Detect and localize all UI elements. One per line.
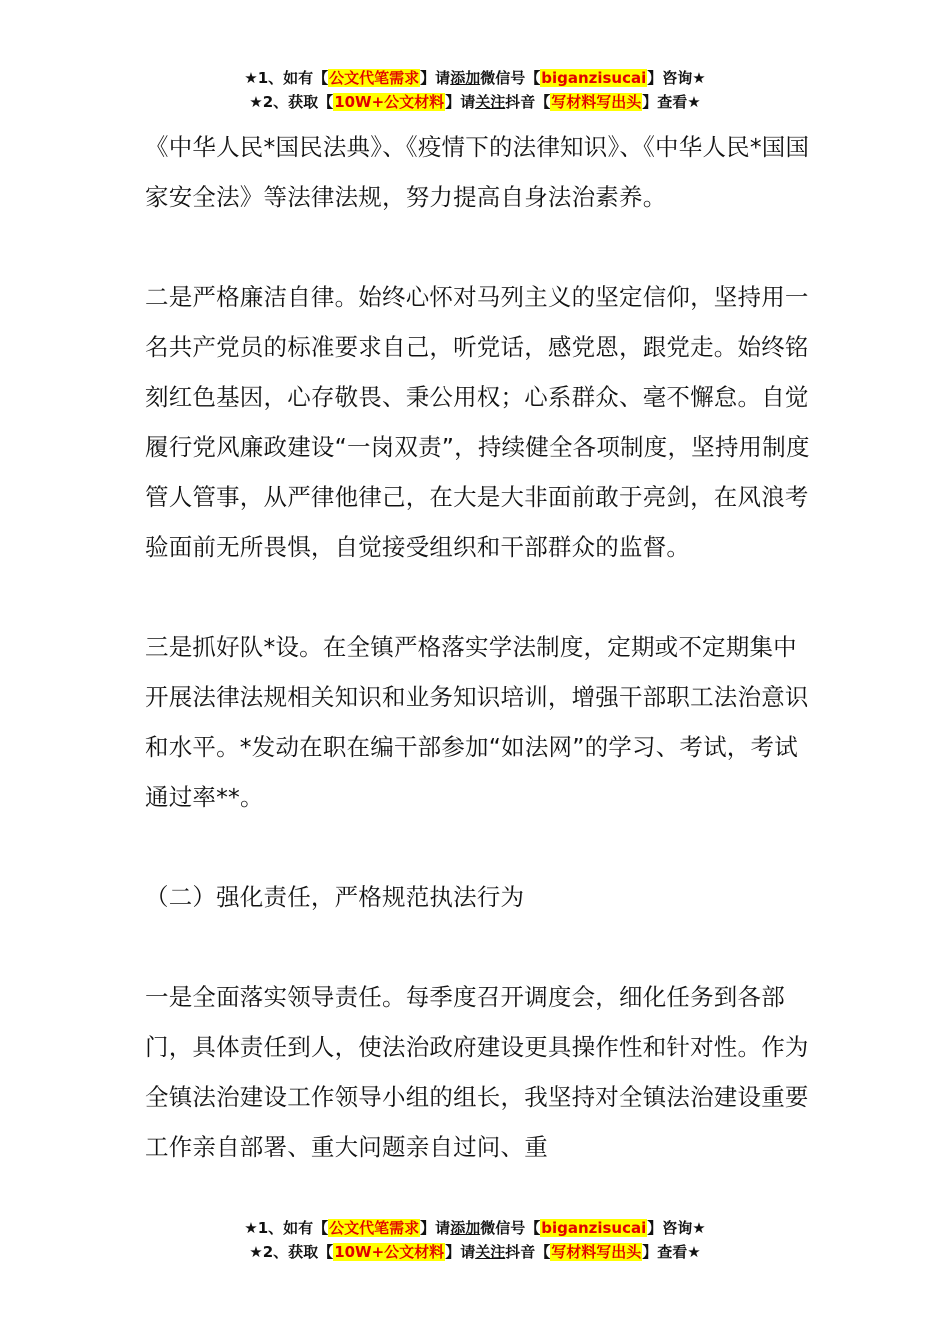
highlight-materials: 10W+公文材料 [334, 1243, 445, 1261]
banner-text: 微信号【 [480, 69, 541, 87]
banner-line-1 [0, 1216, 950, 1240]
banner-text: 2、获取【 [262, 1243, 334, 1261]
banner-text: 1、如有【 [257, 1219, 329, 1237]
banner-text: 】查看★ [642, 93, 701, 111]
banner-underlined: 添加 [450, 69, 481, 87]
star-icon: ★ [249, 1243, 263, 1261]
banner-underlined: 关注 [475, 93, 506, 111]
highlight-service: 公文代笔需求 [329, 1219, 420, 1237]
banner-text: 微信号【 [480, 1219, 541, 1237]
banner-underlined: 添加 [450, 1219, 481, 1237]
banner-line-1 [0, 66, 950, 90]
highlight-service: 公文代笔需求 [329, 69, 420, 87]
document-body [145, 122, 810, 1172]
banner-text: 抖音【 [505, 93, 551, 111]
banner-line-2 [0, 90, 950, 114]
star-icon: ★ [249, 93, 263, 111]
paragraph: 二是严格廉洁自律。始终心怀对马列主义的坚定信仰，坚持用一名共产党员的标准要求自己，听党话，感党恩，跟党走。始终铭刻红色基因，心存敬畏、秉公用权；心系群众、毫不懈怠。自觉履行党风廉政建设“一岗双责”，持续健全各项制度，坚持用制度管人管事，从严律他律己，在大是大非面前敢于亮剑，在风浪考验面前无所畏惧，自觉接受组织和干部群众的监督。 [145, 283, 810, 561]
highlight-materials: 10W+公文材料 [334, 93, 445, 111]
banner-text: 】请 [420, 1219, 451, 1237]
banner-text: 】请 [445, 93, 476, 111]
banner-underlined: 关注 [475, 1243, 506, 1261]
banner-text: 2、获取【 [262, 93, 334, 111]
star-icon: ★ [244, 69, 258, 87]
header-banner [0, 66, 950, 114]
star-icon: ★ [244, 1219, 258, 1237]
banner-text: 】查看★ [642, 1243, 701, 1261]
paragraph: 一是全面落实领导责任。每季度召开调度会，细化任务到各部门，具体责任到人，使法治政府建设更具操作性和针对性。作为全镇法治建设工作领导小组的组长，我坚持对全镇法治建设重要工作亲自部署、重大问题亲自过问、重 [145, 983, 809, 1161]
banner-text: 】咨询★ [647, 69, 706, 87]
footer-banner [0, 1216, 950, 1264]
section-heading: （二）强化责任，严格规范执法行为 [145, 883, 525, 911]
highlight-wechat-id: biganzisucai [541, 69, 647, 87]
highlight-wechat-id: biganzisucai [541, 1219, 647, 1237]
paragraph: 三是抓好队*设。在全镇严格落实学法制度，定期或不定期集中开展法律法规相关知识和业务知识培训，增强干部职工法治意识和水平。*发动在职在编干部参加“如法网”的学习、考试，考试通过率**。 [145, 633, 809, 811]
banner-text: 】请 [445, 1243, 476, 1261]
paragraph: 《中华人民*国民法典》、《疫情下的法律知识》、《中华人民*国国家安全法》等法律法规，努力提高自身法治素养。 [145, 133, 810, 211]
banner-text: 】咨询★ [647, 1219, 706, 1237]
highlight-douyin-id: 写材料写出头 [551, 1243, 642, 1261]
highlight-douyin-id: 写材料写出头 [551, 93, 642, 111]
banner-text: 】请 [420, 69, 451, 87]
banner-text: 1、如有【 [257, 69, 329, 87]
banner-line-2 [0, 1240, 950, 1264]
banner-text: 抖音【 [505, 1243, 551, 1261]
